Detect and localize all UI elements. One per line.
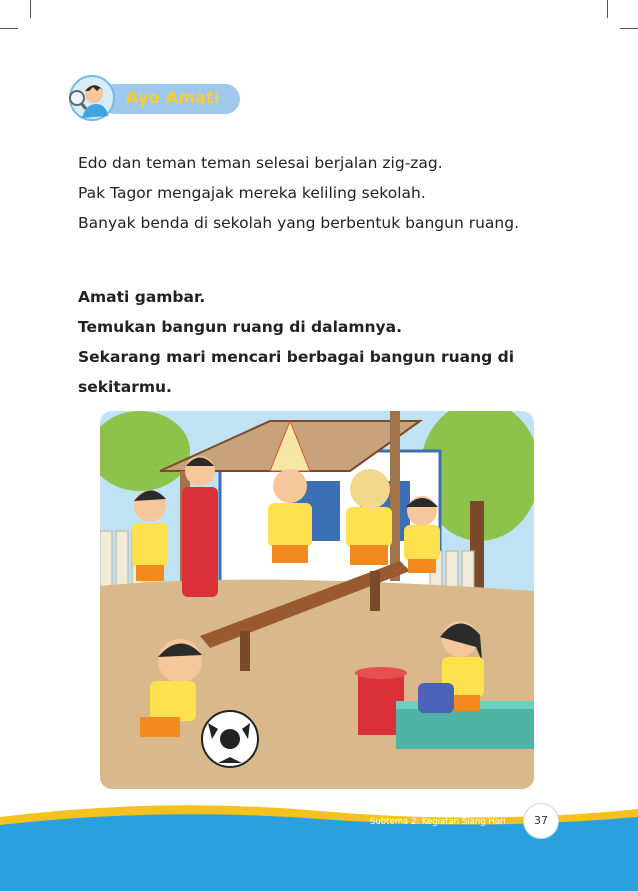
- page-number: 37: [523, 803, 559, 839]
- footer-subtheme: Subtema 2: Kegiatan Siang Hari: [370, 817, 506, 827]
- magnifier-boy-icon: [66, 74, 116, 122]
- section-title: Ayo Amati: [126, 88, 220, 107]
- instruction-line: Temukan bangun ruang di dalamnya.: [78, 318, 402, 336]
- teacher: [182, 456, 218, 597]
- crop-mark-top-left: [30, 0, 31, 18]
- section-heading: [66, 74, 246, 122]
- crop-mark-top-left-h: [0, 28, 18, 29]
- child-hijab: [346, 469, 392, 565]
- instruction-line: Sekarang mari mencari berbagai bangun ruang di: [78, 348, 515, 366]
- intro-line: Edo dan teman teman selesai berjalan zig-zag.: [78, 154, 443, 172]
- intro-line: Pak Tagor mengajak mereka keliling sekolah.: [78, 184, 426, 202]
- school-bag: [418, 683, 454, 713]
- child-glasses: [132, 490, 168, 581]
- crop-mark-top-right-h: [620, 28, 638, 29]
- schoolyard-illustration: [100, 411, 534, 789]
- child-right: [404, 496, 440, 573]
- intro-paragraph: [78, 148, 519, 238]
- soccer-ball: [202, 711, 258, 767]
- crop-mark-top-right: [607, 0, 608, 18]
- instruction-line: sekitarmu.: [78, 378, 172, 396]
- bench: [396, 707, 534, 749]
- intro-line: Banyak benda di sekolah yang berbentuk bangun ruang.: [78, 214, 520, 232]
- instructions-paragraph: [78, 282, 514, 402]
- instruction-line: Amati gambar.: [78, 288, 206, 306]
